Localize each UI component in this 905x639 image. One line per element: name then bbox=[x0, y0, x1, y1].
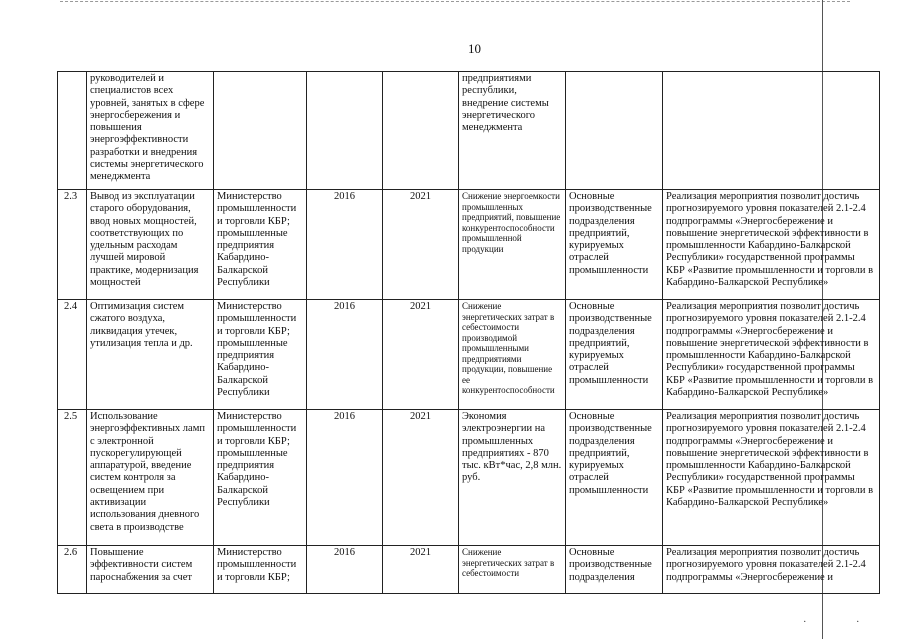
table-row bbox=[58, 72, 880, 190]
table-row bbox=[58, 410, 880, 546]
cell-measure: Оптимизация систем сжатого воздуха, ликвидация утечек, утилизация тепла и др. bbox=[87, 300, 214, 410]
top-edge-line bbox=[60, 1, 850, 2]
cell-directions: Основные производственные подразделения предприятий, курируемых отраслей промышленности bbox=[566, 300, 663, 410]
cell-directions: Основные производственные подразделения bbox=[566, 546, 663, 594]
cell-start-year bbox=[307, 72, 383, 190]
cell-executor: Министерство промышленности и торговли КБР; промышленные предприятия Кабардино-Балкарской Республики bbox=[214, 300, 307, 410]
cell-directions: Основные производственные подразделения предприятий, курируемых отраслей промышленности bbox=[566, 190, 663, 300]
cell-executor: Министерство промышленности и торговли КБР; промышленные предприятия Кабардино-Балкарской Республики bbox=[214, 190, 307, 300]
cell-result: Снижение энергетических затрат в себестоимости производимой промышленными предприятиями продукции, повышение ее конкурентоспособности bbox=[459, 300, 566, 410]
cell-end-year: 2021 bbox=[383, 190, 459, 300]
scan-corner-marks: . . bbox=[803, 614, 883, 625]
cell-executor bbox=[214, 72, 307, 190]
cell-link: Реализация мероприятия позволит достичь прогнозируемого уровня показателей 2.1-2.4 подпрограммы «Энергосбережение и повышение энергетической эффективности в промышленности Кабардино-Балкарской Республики» государственной программы КБР «Развитие промышленности и торговли в Кабардино-Балкарской Республике» bbox=[663, 410, 880, 546]
measures-table bbox=[57, 71, 880, 594]
cell-start-year: 2016 bbox=[307, 300, 383, 410]
cell-end-year: 2021 bbox=[383, 410, 459, 546]
cell-executor: Министерство промышленности и торговли КБР; промышленные предприятия Кабардино-Балкарской Республики bbox=[214, 410, 307, 546]
page-number: 10 bbox=[468, 41, 481, 56]
cell-end-year: 2021 bbox=[383, 300, 459, 410]
cell-link: Реализация мероприятия позволит достичь прогнозируемого уровня показателей 2.1-2.4 подпрограммы «Энергосбережение и повышение энергетической эффективности в промышленности Кабардино-Балкарской Республики» государственной программы КБР «Развитие промышленности и торговли в Кабардино-Балкарской Республике» bbox=[663, 300, 880, 410]
cell-result: Снижение энергетических затрат в себестоимости bbox=[459, 546, 566, 594]
cell-measure: Использование энергоэффективных ламп с электронной пускорегулирующей аппаратурой, введение систем контроля за освещением при активизации использования дневного света в производстве bbox=[87, 410, 214, 546]
table-row bbox=[58, 190, 880, 300]
cell-directions bbox=[566, 72, 663, 190]
cell-link: Реализация мероприятия позволит достичь прогнозируемого уровня показателей 2.1-2.4 подпрограммы «Энергосбережение и повышение энергетической эффективности в промышленности Кабардино-Балкарской Республики» государственной программы КБР «Развитие промышленности и торговли в Кабардино-Балкарской Республике» bbox=[663, 190, 880, 300]
cell-end-year: 2021 bbox=[383, 546, 459, 594]
cell-link: Реализация мероприятия позволит достичь прогнозируемого уровня показателей 2.1-2.4 подпрограммы «Энергосбережение и bbox=[663, 546, 880, 594]
cell-num: 2.6 bbox=[58, 546, 87, 594]
table-row bbox=[58, 300, 880, 410]
cell-start-year: 2016 bbox=[307, 546, 383, 594]
cell-measure: Вывод из эксплуатации старого оборудования, ввод новых мощностей, соответствующих по удельным расходам лучшей мировой практике, модернизация мощностей bbox=[87, 190, 214, 300]
cell-result: Снижение энергоемкости промышленных предприятий, повышение конкурентоспособности промышленной продукции bbox=[459, 190, 566, 300]
cell-start-year: 2016 bbox=[307, 410, 383, 546]
table-row bbox=[58, 546, 880, 594]
cell-num: 2.3 bbox=[58, 190, 87, 300]
cell-num bbox=[58, 72, 87, 190]
cell-link bbox=[663, 72, 880, 190]
cell-measure: руководителей и специалистов всех уровней, занятых в сфере энергосбережения и повышения энергоэффективности разработки и внедрения системы энергетического менеджмента bbox=[87, 72, 214, 190]
cell-result: Экономия электроэнергии на промышленных предприятиях - 870 тыс. кВт*час, 2,8 млн. руб. bbox=[459, 410, 566, 546]
cell-num: 2.4 bbox=[58, 300, 87, 410]
cell-result: предприятиями республики, внедрение системы энергетического менеджмента bbox=[459, 72, 566, 190]
cell-end-year bbox=[383, 72, 459, 190]
cell-start-year: 2016 bbox=[307, 190, 383, 300]
cell-num: 2.5 bbox=[58, 410, 87, 546]
cell-directions: Основные производственные подразделения предприятий, курируемых отраслей промышленности bbox=[566, 410, 663, 546]
cell-executor: Министерство промышленности и торговли КБР; bbox=[214, 546, 307, 594]
cell-measure: Повышение эффективности систем пароснабжения за счет bbox=[87, 546, 214, 594]
